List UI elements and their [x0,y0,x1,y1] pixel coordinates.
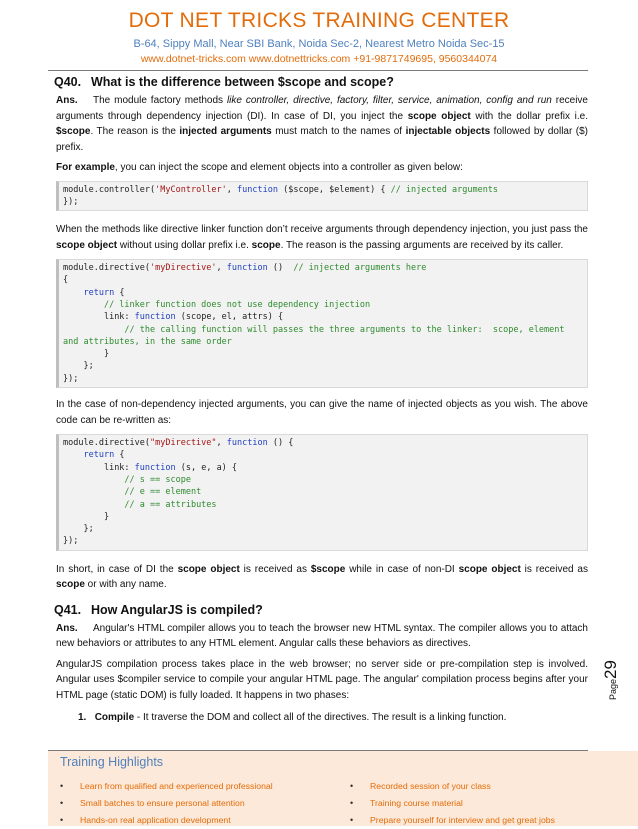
code-token: }); [63,536,79,547]
text-run: In the case of non-dependency injected arguments, you can give the name of injected objects as you wish. The above code can be re-written as: [56,399,588,426]
text-run: $scope [56,126,91,137]
list-text: - It traverse the DOM and collect all of the directives. The result is a linking function. [134,712,507,724]
highlight-item: • Recorded session of your class [350,778,555,795]
text-run: must match to the names of [271,126,406,137]
text-run: scope object [407,110,471,122]
highlight-item: • Prepare yourself for interview and get great jobs [350,812,555,829]
answer-paragraph [56,621,588,652]
training-highlights-footer [48,751,638,826]
code-token: "myDirective" [150,438,217,449]
question-title: What is the difference between $scope and scope? [91,75,394,89]
text-run: injected arguments [179,126,272,137]
code-token: () { [267,438,294,449]
code-token: link: [63,462,135,473]
page-content [56,74,588,726]
text-run: $scope [310,563,346,575]
code-token: { [114,287,125,298]
code-token [63,475,124,485]
code-token: 'myDirective' [150,263,217,274]
code-token: // injected arguments here [293,263,427,274]
text-run: scope object [56,239,118,251]
code-token: 'MyController' [155,184,227,195]
text-run: injectable objects [405,126,491,137]
code-token [63,487,124,497]
code-block [56,259,588,388]
text-run: . The reason is the [90,126,180,137]
text-run: with the dollar prefix i.e. [470,110,588,122]
code-token: } [63,349,110,360]
text-run: scope [251,239,281,251]
header-divider [48,70,588,71]
code-block [56,181,588,212]
code-token: // linker function does not use dependency injection [103,299,371,310]
text-run: followed by dollar ($) prefix. [56,126,589,153]
text-run: or with any name. [84,579,167,591]
paragraph [56,562,588,593]
code-token: }); [63,373,79,384]
text-run: like controller, directive, factory, filter, service, animation, config and run [226,95,552,106]
list-item [56,710,588,726]
code-token: { [63,275,69,286]
text-run: , you can inject the scope and element objects into a controller as given below: [114,162,463,173]
text-run: AngularJS compilation process takes place in the web browser; no server side or pre-compilation step is involved. Angular uses $compiler service to compile your angular HTML page. The angular' compilation process begins after your HTML page (static DOM) is fully loaded. It happens in two phases: [56,658,588,701]
code-token: function [226,263,268,274]
page-label: Page [608,678,618,700]
header-contact: www.dotnet-tricks.com www.dotnettricks.com +91-9871749695, 9560344074 [140,53,498,65]
highlights-left-list [60,778,273,829]
highlight-item: • Learn from qualified and experienced professional [60,778,273,795]
list-number: 1. [78,712,87,724]
code-token [63,300,104,310]
code-token: }; [63,524,94,535]
code-token: // injected arguments [390,184,499,195]
code-token: module.directive( [63,263,150,274]
text-run: In short, in case of DI the [56,563,178,575]
code-token: function [237,184,278,195]
code-token: ($scope, $element) { [277,184,391,195]
code-token [63,325,124,335]
code-token: // a == attributes [124,499,217,510]
code-token: function [134,312,176,323]
code-token: }; [63,361,94,372]
code-token: } [63,511,110,522]
code-token: , [216,438,227,449]
code-token: () [267,263,294,274]
paragraph [56,160,588,176]
paragraph [56,397,588,428]
question-number: Q41. [54,602,82,617]
text-run: scope object [458,563,521,575]
highlight-item: • Hands-on real application development [60,812,273,829]
code-token: // the calling function will passes the three arguments to the linker: scope, element and attributes, in the same order [63,324,570,347]
paragraph [56,657,588,704]
code-token: // s == scope [124,474,191,485]
text-run: The module factory methods [93,95,227,106]
code-token: return [83,287,115,298]
text-run: scope [56,579,85,591]
question-title: How AngularJS is compiled? [91,602,263,617]
code-token: , [226,184,238,195]
code-token: return [83,450,115,461]
page-number-value: 29 [601,660,620,679]
code-token: (scope, el, attrs) { [175,312,284,323]
code-token: }); [63,196,79,207]
answer-label: Ans. [56,95,78,106]
code-token: module.directive( [63,438,150,449]
code-token: { [114,450,125,461]
code-token [63,500,124,510]
text-run: For example [56,162,115,173]
code-token [63,450,83,460]
code-token: function [134,462,176,473]
highlights-right-list [350,778,555,829]
text-run: Angular's HTML compiler allows you to teach the browser new HTML syntax. The compiler allows you to attach new behaviors or attributes to any HTML element. Angular calls these behaviors as directives. [56,622,588,650]
text-run: receive arguments through dependency injection (DI). In case of DI, you inject the [56,95,588,122]
highlight-item: • Training course material [350,795,555,812]
question-number: Q40. [54,75,82,89]
text-run: is received as [239,563,311,575]
code-block [56,434,588,551]
code-token: module.controller( [63,184,156,195]
code-token: // e == element [124,487,202,498]
code-token: (s, e, a) { [175,462,238,473]
page-number [601,660,621,700]
text-run: while in case of non-DI [345,563,459,575]
code-token: link: [63,312,135,323]
page-header [0,0,638,70]
question-40-heading [54,74,588,90]
code-token: function [226,438,268,449]
text-run: is received as [520,563,588,575]
question-41-heading [54,602,588,618]
text-run: scope object [177,563,240,575]
header-address: B-64, Sippy Mall, Near SBI Bank, Noida Sec-2, Nearest Metro Noida Sec-15 [133,38,505,50]
code-token: , [216,263,227,274]
code-token [63,288,83,298]
list-term: Compile [94,712,135,724]
text-run: without using dollar prefix i.e. [117,239,252,251]
answer-paragraph [56,93,588,155]
answer-label: Ans. [56,622,78,634]
header-title: DOT NET TRICKS TRAINING CENTER [128,9,510,32]
text-run: When the methods like directive linker function don’t receive arguments through dependency injection, you just pass the [56,224,588,236]
footer-title: Training Highlights [60,755,164,769]
text-run: . The reason is the passing arguments are received by its caller. [280,239,564,251]
paragraph [56,222,588,253]
highlight-item: • Small batches to ensure personal attention [60,795,273,812]
